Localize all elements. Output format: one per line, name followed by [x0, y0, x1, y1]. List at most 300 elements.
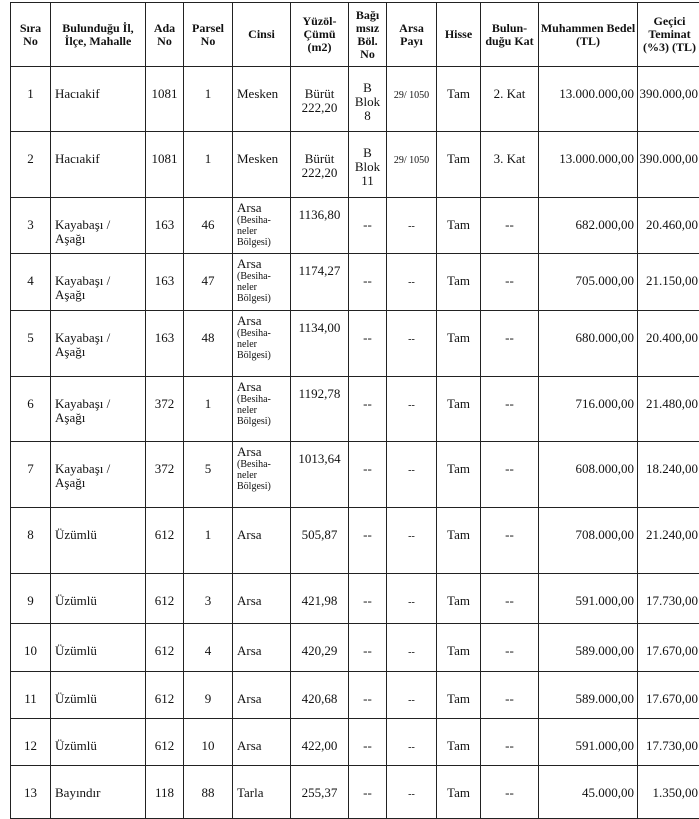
- table-row: [11, 311, 699, 377]
- cell-ada: [146, 311, 184, 377]
- cell-mahalle-text: Kayabaşı / Aşağı: [55, 461, 110, 490]
- cell-teminat-text: 21.150,00: [646, 273, 698, 288]
- cell-teminat: [638, 254, 699, 311]
- cell-bagimsiz: [349, 67, 387, 132]
- cell-arsa-payi: [387, 254, 437, 311]
- cell-sira: [11, 132, 51, 198]
- cell-muhammen-text: 682.000,00: [576, 217, 635, 232]
- cell-kat-text: --: [505, 461, 514, 476]
- cell-ada: [146, 574, 184, 624]
- cell-yuzolcumu-text: 420,29: [302, 643, 338, 658]
- cell-parsel: [184, 311, 233, 377]
- cell-bagimsiz-text: --: [363, 643, 372, 658]
- cell-parsel: [184, 672, 233, 719]
- header-arsa-payi: Arsa Payı: [387, 3, 437, 67]
- cell-yuzolcumu: [291, 719, 349, 766]
- header-bulundugu: Bulunduğu İl, İlçe, Mahalle: [51, 3, 146, 67]
- cell-ada-text: 372: [155, 396, 175, 411]
- cell-hisse-text: Tam: [447, 691, 470, 706]
- cell-mahalle: [51, 508, 146, 574]
- cell-parsel-text: 10: [202, 738, 215, 753]
- header-bagimsiz: Bağı msız Böl. No: [349, 3, 387, 67]
- cell-teminat-text: 390.000,00: [640, 86, 699, 101]
- cell-hisse-text: Tam: [447, 396, 470, 411]
- cell-ada: [146, 254, 184, 311]
- cell-cinsi: [233, 377, 291, 442]
- cell-yuzolcumu-text: 505,87: [302, 527, 338, 542]
- cell-teminat: [638, 67, 699, 132]
- cell-arsa-payi: [387, 766, 437, 819]
- cell-ada-text: 118: [155, 785, 174, 800]
- cell-bagimsiz: [349, 377, 387, 442]
- cell-sira-text: 4: [27, 273, 34, 288]
- table-row: [11, 624, 699, 672]
- cell-sira-text: 9: [27, 593, 34, 608]
- cell-cinsi: [233, 719, 291, 766]
- table-row: [11, 574, 699, 624]
- cell-sira-text: 6: [27, 396, 34, 411]
- cell-yuzolcumu-text: Bürüt 222,20: [302, 86, 338, 115]
- cell-ada-text: 372: [155, 461, 175, 476]
- cell-kat: [481, 67, 539, 132]
- cell-parsel: [184, 719, 233, 766]
- cell-cinsi-text: Mesken: [237, 151, 278, 166]
- cell-arsa-payi-text: --: [408, 695, 415, 706]
- cell-cinsi-text: Mesken: [237, 86, 278, 101]
- header-bulundugu-kat: Bulun-duğu Kat: [481, 3, 539, 67]
- cell-parsel-text: 1: [205, 86, 212, 101]
- cell-muhammen-text: 705.000,00: [576, 273, 635, 288]
- cell-cinsi-text: Arsa: [237, 738, 262, 753]
- cell-kat: [481, 311, 539, 377]
- cell-arsa-payi-text: --: [408, 531, 415, 542]
- cell-muhammen: [539, 311, 638, 377]
- cell-cinsi-sub: (Besiha- neler Bölgesi): [237, 215, 290, 248]
- cell-teminat: [638, 198, 699, 254]
- cell-sira-text: 11: [24, 691, 37, 706]
- cell-cinsi: [233, 311, 291, 377]
- cell-mahalle: [51, 766, 146, 819]
- table-row: [11, 377, 699, 442]
- cell-muhammen: [539, 508, 638, 574]
- cell-mahalle: [51, 254, 146, 311]
- cell-hisse-text: Tam: [447, 151, 470, 166]
- header-muhammen: Muhammen Bedel (TL): [539, 3, 638, 67]
- cell-parsel-text: 1: [205, 396, 212, 411]
- cell-bagimsiz-text: --: [363, 691, 372, 706]
- cell-sira-text: 8: [27, 527, 34, 542]
- cell-hisse-text: Tam: [447, 86, 470, 101]
- cell-kat-text: --: [505, 785, 514, 800]
- cell-kat: [481, 377, 539, 442]
- cell-sira: [11, 624, 51, 672]
- cell-yuzolcumu-text: 1136,80: [299, 207, 341, 222]
- cell-cinsi-sub: (Besiha- neler Bölgesi): [237, 459, 290, 492]
- cell-muhammen: [539, 377, 638, 442]
- cell-cinsi-sub: (Besiha- neler Bölgesi): [237, 328, 290, 361]
- cell-arsa-payi: [387, 311, 437, 377]
- cell-mahalle-text: Hacıakif: [55, 151, 100, 166]
- cell-sira-text: 1: [27, 86, 34, 101]
- cell-sira-text: 7: [27, 461, 34, 476]
- cell-sira: [11, 442, 51, 508]
- cell-yuzolcumu-text: Bürüt 222,20: [302, 151, 338, 180]
- cell-mahalle-text: Üzümlü: [55, 691, 97, 706]
- cell-ada-text: 163: [155, 330, 175, 345]
- cell-muhammen: [539, 132, 638, 198]
- cell-mahalle: [51, 311, 146, 377]
- cell-arsa-payi-text: --: [408, 647, 415, 658]
- cell-muhammen-text: 589.000,00: [576, 691, 635, 706]
- cell-teminat-text: 18.240,00: [646, 461, 698, 476]
- cell-cinsi-text: Arsa: [237, 256, 262, 271]
- cell-muhammen-text: 708.000,00: [576, 527, 635, 542]
- cell-hisse: [437, 132, 481, 198]
- cell-hisse: [437, 311, 481, 377]
- cell-mahalle: [51, 132, 146, 198]
- cell-muhammen: [539, 574, 638, 624]
- cell-hisse: [437, 672, 481, 719]
- cell-cinsi: [233, 508, 291, 574]
- cell-cinsi: [233, 198, 291, 254]
- cell-muhammen: [539, 67, 638, 132]
- cell-arsa-payi: [387, 442, 437, 508]
- cell-yuzolcumu-text: 1013,64: [298, 451, 340, 466]
- cell-parsel: [184, 624, 233, 672]
- cell-arsa-payi: [387, 672, 437, 719]
- cell-mahalle: [51, 574, 146, 624]
- table-row: [11, 719, 699, 766]
- cell-kat-text: --: [505, 691, 514, 706]
- cell-kat: [481, 766, 539, 819]
- cell-kat-text: --: [505, 396, 514, 411]
- cell-ada: [146, 198, 184, 254]
- cell-yuzolcumu: [291, 624, 349, 672]
- cell-teminat: [638, 766, 699, 819]
- cell-cinsi-text: Tarla: [237, 785, 264, 800]
- cell-muhammen: [539, 672, 638, 719]
- cell-hisse: [437, 719, 481, 766]
- cell-cinsi: [233, 672, 291, 719]
- cell-yuzolcumu-text: 1134,00: [299, 320, 341, 335]
- cell-sira: [11, 377, 51, 442]
- cell-yuzolcumu: [291, 766, 349, 819]
- cell-kat-text: --: [505, 330, 514, 345]
- cell-ada: [146, 719, 184, 766]
- cell-teminat: [638, 574, 699, 624]
- cell-arsa-payi-text: --: [408, 789, 415, 800]
- cell-cinsi-text: Arsa: [237, 444, 262, 459]
- cell-parsel-text: 47: [202, 273, 215, 288]
- cell-yuzolcumu: [291, 672, 349, 719]
- header-teminat: Geçici Teminat (%3) (TL): [638, 3, 699, 67]
- cell-kat: [481, 442, 539, 508]
- table-row: [11, 508, 699, 574]
- cell-mahalle: [51, 442, 146, 508]
- cell-muhammen: [539, 442, 638, 508]
- cell-ada-text: 163: [155, 273, 175, 288]
- cell-kat-text: --: [505, 593, 514, 608]
- cell-yuzolcumu: [291, 377, 349, 442]
- cell-ada: [146, 67, 184, 132]
- cell-arsa-payi: [387, 508, 437, 574]
- cell-sira: [11, 766, 51, 819]
- cell-ada: [146, 132, 184, 198]
- cell-kat-text: 2. Kat: [494, 86, 526, 101]
- cell-teminat-text: 17.730,00: [646, 738, 698, 753]
- cell-parsel-text: 3: [205, 593, 212, 608]
- cell-yuzolcumu: [291, 508, 349, 574]
- cell-sira-text: 3: [27, 217, 34, 232]
- cell-kat-text: --: [505, 738, 514, 753]
- cell-yuzolcumu-text: 422,00: [302, 738, 338, 753]
- cell-parsel-text: 4: [205, 643, 212, 658]
- cell-teminat-text: 21.480,00: [646, 396, 698, 411]
- cell-arsa-payi-text: --: [408, 465, 415, 476]
- cell-cinsi-text: Arsa: [237, 379, 262, 394]
- cell-parsel-text: 9: [205, 691, 212, 706]
- cell-yuzolcumu-text: 420,68: [302, 691, 338, 706]
- cell-arsa-payi-text: --: [408, 334, 415, 345]
- cell-kat: [481, 198, 539, 254]
- cell-mahalle: [51, 719, 146, 766]
- cell-yuzolcumu: [291, 254, 349, 311]
- cell-parsel-text: 1: [205, 527, 212, 542]
- cell-cinsi: [233, 132, 291, 198]
- property-auction-table: [10, 2, 699, 819]
- cell-parsel: [184, 377, 233, 442]
- cell-teminat-text: 20.400,00: [646, 330, 698, 345]
- table-row: [11, 672, 699, 719]
- cell-bagimsiz-text: --: [363, 593, 372, 608]
- cell-cinsi: [233, 574, 291, 624]
- cell-mahalle: [51, 672, 146, 719]
- cell-teminat-text: 17.670,00: [646, 691, 698, 706]
- cell-kat: [481, 254, 539, 311]
- cell-hisse-text: Tam: [447, 330, 470, 345]
- cell-cinsi-text: Arsa: [237, 691, 262, 706]
- cell-teminat: [638, 132, 699, 198]
- cell-bagimsiz-text: --: [363, 785, 372, 800]
- cell-muhammen-text: 589.000,00: [576, 643, 635, 658]
- cell-arsa-payi-text: 29/ 1050: [394, 90, 429, 101]
- cell-cinsi-text: Arsa: [237, 527, 262, 542]
- cell-cinsi: [233, 766, 291, 819]
- cell-bagimsiz: [349, 132, 387, 198]
- cell-parsel: [184, 254, 233, 311]
- cell-teminat: [638, 377, 699, 442]
- cell-hisse: [437, 766, 481, 819]
- cell-ada-text: 612: [155, 738, 175, 753]
- cell-yuzolcumu: [291, 198, 349, 254]
- cell-hisse-text: Tam: [447, 643, 470, 658]
- cell-cinsi: [233, 67, 291, 132]
- cell-teminat-text: 17.670,00: [646, 643, 698, 658]
- cell-parsel-text: 46: [202, 217, 215, 232]
- cell-mahalle-text: Üzümlü: [55, 738, 97, 753]
- header-sira: Sıra No: [11, 3, 51, 67]
- cell-mahalle-text: Üzümlü: [55, 593, 97, 608]
- cell-bagimsiz: [349, 766, 387, 819]
- cell-sira: [11, 508, 51, 574]
- cell-ada-text: 1081: [152, 86, 178, 101]
- cell-bagimsiz-text: B Blok 8: [355, 80, 380, 123]
- cell-mahalle: [51, 377, 146, 442]
- cell-yuzolcumu-text: 1174,27: [299, 263, 341, 278]
- cell-cinsi: [233, 624, 291, 672]
- header-ada: Ada No: [146, 3, 184, 67]
- cell-kat: [481, 672, 539, 719]
- cell-arsa-payi-text: --: [408, 742, 415, 753]
- cell-sira: [11, 254, 51, 311]
- cell-parsel-text: 5: [205, 461, 212, 476]
- cell-bagimsiz: [349, 624, 387, 672]
- cell-yuzolcumu-text: 421,98: [302, 593, 338, 608]
- cell-bagimsiz-text: --: [363, 217, 372, 232]
- cell-bagimsiz-text: --: [363, 273, 372, 288]
- cell-sira: [11, 198, 51, 254]
- cell-parsel-text: 88: [202, 785, 215, 800]
- cell-sira-text: 5: [27, 330, 34, 345]
- header-hisse: Hisse: [437, 3, 481, 67]
- cell-yuzolcumu: [291, 132, 349, 198]
- table-row: [11, 132, 699, 198]
- cell-parsel-text: 1: [205, 151, 212, 166]
- cell-ada: [146, 442, 184, 508]
- cell-kat-text: 3. Kat: [494, 151, 526, 166]
- table-row: [11, 198, 699, 254]
- table-row: [11, 254, 699, 311]
- cell-muhammen-text: 608.000,00: [576, 461, 635, 476]
- cell-muhammen: [539, 198, 638, 254]
- cell-teminat: [638, 508, 699, 574]
- cell-hisse: [437, 198, 481, 254]
- cell-ada-text: 163: [155, 217, 175, 232]
- cell-bagimsiz-text: --: [363, 461, 372, 476]
- cell-mahalle: [51, 198, 146, 254]
- cell-teminat: [638, 624, 699, 672]
- cell-sira-text: 13: [24, 785, 37, 800]
- cell-parsel: [184, 766, 233, 819]
- cell-bagimsiz: [349, 672, 387, 719]
- cell-hisse-text: Tam: [447, 738, 470, 753]
- header-row: [11, 3, 699, 67]
- cell-hisse-text: Tam: [447, 461, 470, 476]
- cell-mahalle: [51, 624, 146, 672]
- cell-muhammen-text: 13.000.000,00: [559, 151, 634, 166]
- cell-sira-text: 10: [24, 643, 37, 658]
- cell-kat-text: --: [505, 217, 514, 232]
- cell-ada-text: 612: [155, 527, 175, 542]
- cell-ada: [146, 672, 184, 719]
- cell-sira: [11, 672, 51, 719]
- cell-parsel: [184, 198, 233, 254]
- cell-cinsi-text: Arsa: [237, 643, 262, 658]
- table-row: [11, 442, 699, 508]
- cell-arsa-payi-text: --: [408, 221, 415, 232]
- cell-hisse: [437, 67, 481, 132]
- cell-bagimsiz: [349, 311, 387, 377]
- cell-mahalle-text: Bayındır: [55, 785, 101, 800]
- cell-mahalle-text: Kayabaşı / Aşağı: [55, 217, 110, 246]
- cell-muhammen: [539, 624, 638, 672]
- cell-arsa-payi-text: --: [408, 277, 415, 288]
- cell-arsa-payi-text: --: [408, 400, 415, 411]
- cell-kat-text: --: [505, 527, 514, 542]
- cell-yuzolcumu: [291, 67, 349, 132]
- cell-teminat-text: 20.460,00: [646, 217, 698, 232]
- cell-kat: [481, 508, 539, 574]
- cell-kat: [481, 132, 539, 198]
- cell-bagimsiz-text: --: [363, 330, 372, 345]
- cell-sira: [11, 574, 51, 624]
- cell-sira-text: 2: [27, 151, 34, 166]
- cell-hisse-text: Tam: [447, 785, 470, 800]
- header-yuzolcumu: Yüzöl-Çümü (m2): [291, 3, 349, 67]
- cell-teminat: [638, 311, 699, 377]
- cell-sira: [11, 719, 51, 766]
- cell-muhammen-text: 680.000,00: [576, 330, 635, 345]
- cell-parsel: [184, 508, 233, 574]
- cell-ada-text: 612: [155, 593, 175, 608]
- header-cinsi: Cinsi: [233, 3, 291, 67]
- cell-sira: [11, 67, 51, 132]
- cell-hisse: [437, 254, 481, 311]
- cell-arsa-payi-text: 29/ 1050: [394, 155, 429, 166]
- cell-muhammen-text: 45.000,00: [582, 785, 634, 800]
- cell-hisse-text: Tam: [447, 273, 470, 288]
- cell-yuzolcumu-text: 255,37: [302, 785, 338, 800]
- cell-mahalle-text: Üzümlü: [55, 527, 97, 542]
- cell-teminat: [638, 442, 699, 508]
- cell-arsa-payi: [387, 719, 437, 766]
- cell-mahalle-text: Hacıakif: [55, 86, 100, 101]
- cell-hisse: [437, 377, 481, 442]
- cell-mahalle-text: Kayabaşı / Aşağı: [55, 330, 110, 359]
- cell-bagimsiz: [349, 254, 387, 311]
- cell-yuzolcumu: [291, 442, 349, 508]
- cell-yuzolcumu-text: 1192,78: [299, 386, 341, 401]
- cell-cinsi: [233, 254, 291, 311]
- cell-yuzolcumu: [291, 574, 349, 624]
- cell-bagimsiz: [349, 574, 387, 624]
- cell-teminat-text: 21.240,00: [646, 527, 698, 542]
- cell-hisse-text: Tam: [447, 527, 470, 542]
- cell-yuzolcumu: [291, 311, 349, 377]
- cell-teminat-text: 390.000,00: [640, 151, 699, 166]
- table-row: [11, 766, 699, 819]
- cell-bagimsiz-text: --: [363, 527, 372, 542]
- table-row: [11, 67, 699, 132]
- cell-cinsi: [233, 442, 291, 508]
- cell-hisse: [437, 508, 481, 574]
- cell-arsa-payi: [387, 377, 437, 442]
- cell-hisse-text: Tam: [447, 217, 470, 232]
- cell-cinsi-sub: (Besiha- neler Bölgesi): [237, 271, 290, 304]
- cell-cinsi-sub: (Besiha- neler Bölgesi): [237, 394, 290, 427]
- cell-muhammen: [539, 766, 638, 819]
- cell-arsa-payi: [387, 132, 437, 198]
- cell-teminat: [638, 719, 699, 766]
- cell-mahalle-text: Kayabaşı / Aşağı: [55, 396, 110, 425]
- cell-bagimsiz: [349, 198, 387, 254]
- cell-mahalle: [51, 67, 146, 132]
- cell-cinsi-text: Arsa: [237, 593, 262, 608]
- cell-bagimsiz: [349, 442, 387, 508]
- cell-muhammen-text: 13.000.000,00: [559, 86, 634, 101]
- cell-kat: [481, 719, 539, 766]
- cell-arsa-payi: [387, 67, 437, 132]
